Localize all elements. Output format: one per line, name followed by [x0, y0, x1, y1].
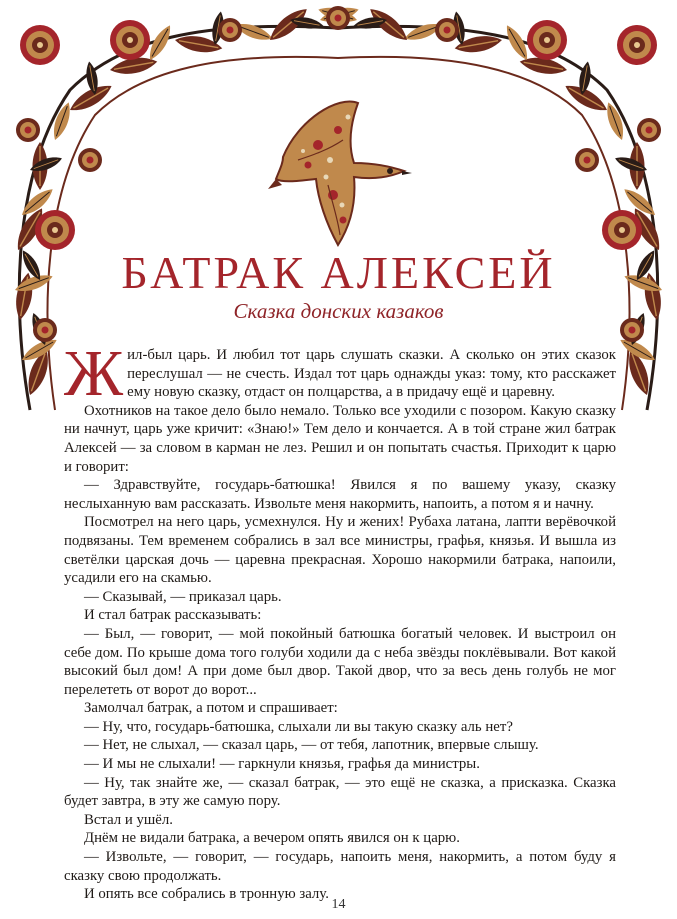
bird-illustration — [268, 102, 412, 245]
paragraph-1: Жил-был царь. И любил тот царь слушать сказки. А сколько он этих сказок переслушал — не счесть. Издал тот царь однажды указ: тому, кто расскажет ему новую сказку, отдаст он полцарства, а в придачу ещё и царевну. — [64, 337, 616, 410]
page-number: 14 — [331, 897, 346, 912]
paragraph: И стал батрак рассказывать: — [84, 607, 262, 624]
paragraph: Встал и ушёл. — [84, 811, 173, 828]
paragraph: — Извольте, — говорит, — государь, напоить меня, накормить, а потом буду я сказку свою продолжать. — [64, 849, 616, 884]
paragraph: — Ну, что, государь-батюшка, слыхали ли вы такую сказку аль нет? — [84, 718, 513, 735]
paragraph: — И мы не слыхали! — гаркнули князья, графья да министры. — [84, 756, 480, 773]
paragraph: — Нет, не слыхал, — сказал царь, — от тебя, лапотник, впервые слышу. — [84, 737, 539, 754]
paragraph: Днём не видали батрака, а вечером опять явился он к царю. — [84, 830, 460, 847]
paragraph: — Здравствуйте, государь-батюшка! Явился я по вашему указу, сказку неслыханную вам рассказать. Извольте меня накормить, напоить, а потом я и начну. — [64, 477, 616, 512]
paragraph: — Сказывай, — приказал царь. — [84, 588, 282, 605]
page-subtitle: Сказка донских казаков — [233, 299, 444, 323]
paragraph: Посмотрел на него царь, усмехнулся. Ну и жених! Рубаха латана, лапти верёвочкой подвязаны. Тем временем собрались в зал все министры, графья, князья. И вышла из светёлки царская дочь — царевна прекрасная. Хорошо накормили батрака, напоили, усадили его на скамью. — [64, 514, 616, 587]
paragraph: — Ну, так знайте же, — сказал батрак, — это ещё не сказка, а присказка. Сказка будет завтра, в эту же самую пору. — [64, 774, 616, 810]
paragraph: — Был, — говорит, — мой покойный батюшка богатый человек. И выстроил он себе дом. По крыше дома того голуби ходили да с неба звёзды поклёвывали. Вот какой высокий был дом! А при доме был двор. Такой двор, что за весь день голубь не мог перелететь от ворот до ворот... — [64, 625, 616, 698]
paragraph: Замолчал батрак, а потом и спрашивает: — [84, 700, 338, 717]
drop-cap: Ж — [64, 337, 124, 410]
paragraph: И опять все собрались в тронную залу. — [84, 886, 329, 903]
paragraph: Охотников на такое дело было немало. Только все уходили с позором. Какую сказку ни начнут, царь уже кричит: «Знаю!» Тем дело и кончается. А в той стране жил батрак Алексей — за словом в карман не лез. Решил и он попытать счастья. Приходит к царю и говорит: — [64, 402, 616, 475]
page-title: БАТРАК АЛЕКСЕЙ — [121, 247, 556, 298]
story-text — [64, 337, 616, 904]
